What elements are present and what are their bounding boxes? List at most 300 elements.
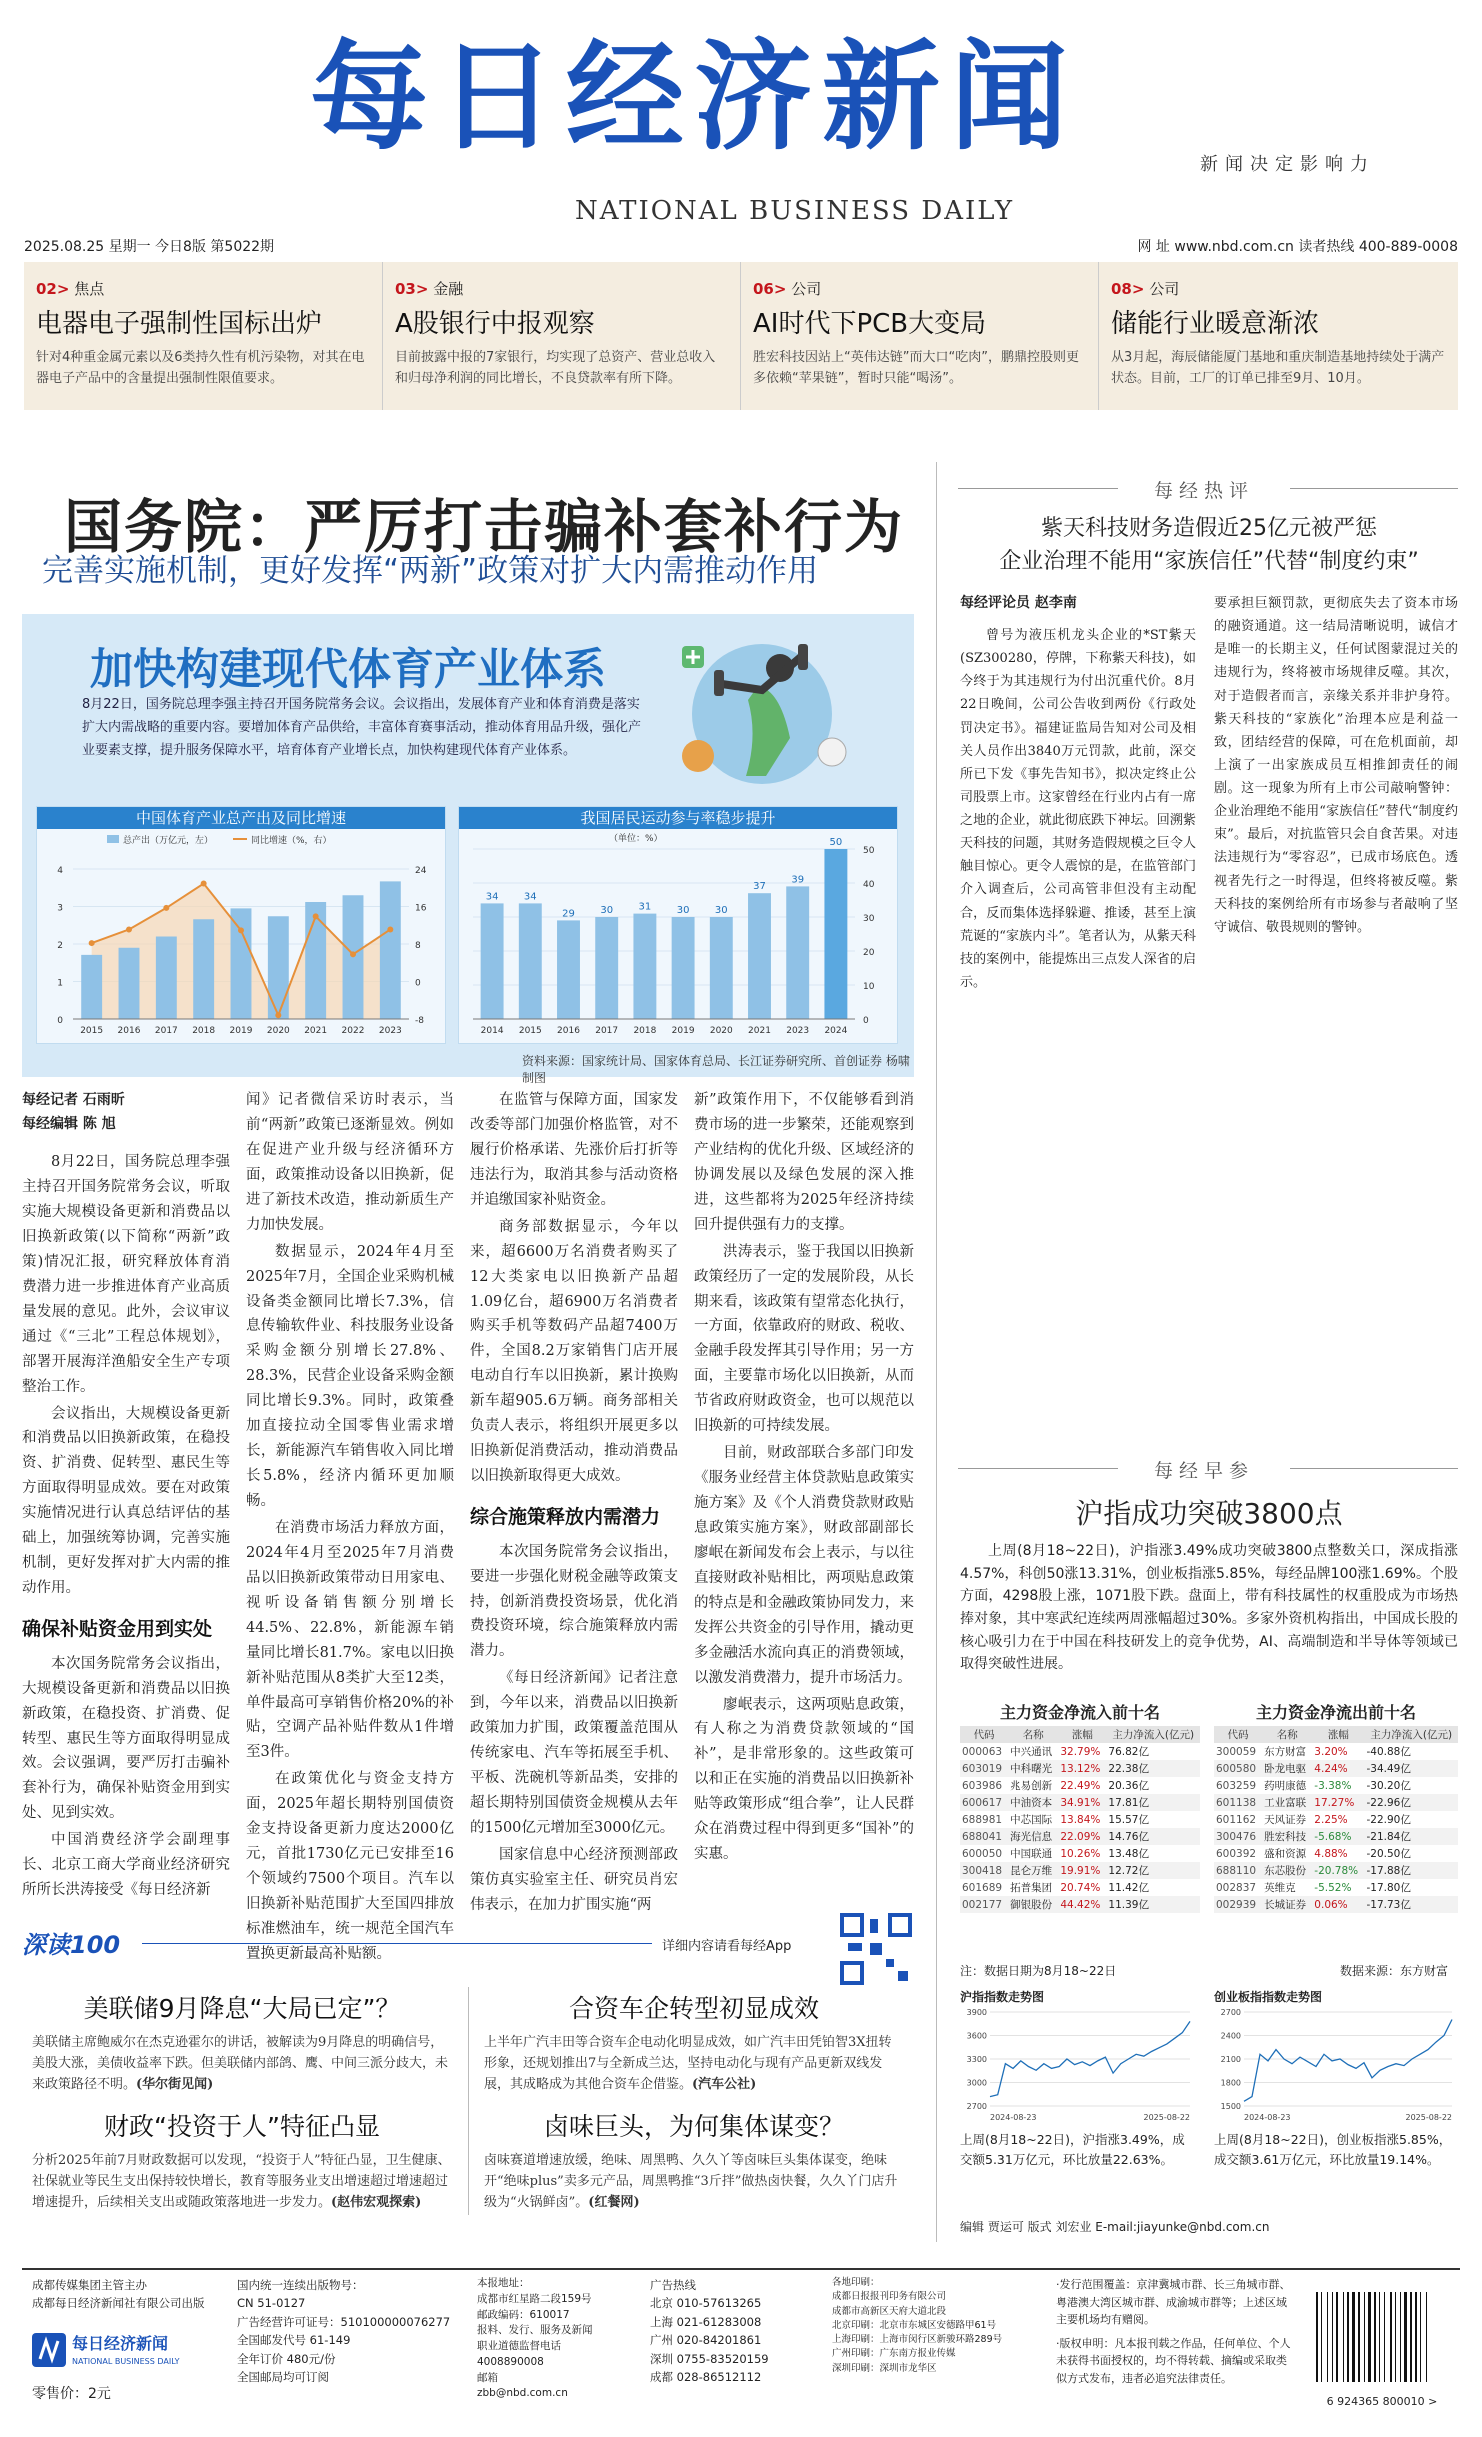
- output-bar: [231, 908, 252, 1019]
- bar-label: 30: [676, 905, 690, 916]
- deep-read-source: (红餐网): [588, 2194, 640, 2210]
- deep-read-title: 合资车企转型初显成效: [568, 1994, 819, 2023]
- table-cell: 工业富联: [1262, 1794, 1312, 1811]
- table-row: [960, 1879, 1200, 1896]
- growth-point: [350, 951, 356, 957]
- y-tick: 1500: [1220, 2102, 1241, 2111]
- chart-unit: （单位：%）: [609, 834, 663, 844]
- chart2-svg: [459, 829, 899, 1045]
- footer-logo: [32, 2331, 222, 2369]
- footer-line: 成都日报报刊印务有限公司: [832, 2291, 947, 2303]
- bar-label: 30: [600, 905, 614, 916]
- footer-logo-text: 每日经济新闻: [72, 2333, 169, 2353]
- table-cell: -20.78%: [1312, 1862, 1364, 1879]
- chart2-title: 我国居民运动参与率稳步提升: [459, 807, 897, 829]
- table-row: [1214, 1896, 1458, 1913]
- participation-bar: [710, 917, 733, 1019]
- lead-column-3: [470, 1088, 678, 1920]
- barcode-bar: [1395, 2292, 1396, 2382]
- table-cell: 002939: [1214, 1896, 1262, 1913]
- y-tick: 1800: [1220, 2078, 1241, 2088]
- teaser-item[interactable]: [1098, 262, 1458, 410]
- table-cell: -3.38%: [1314, 1779, 1352, 1792]
- footer-line: 广告经营许可证号：510100000076277: [237, 2314, 451, 2329]
- y-tick-right: 16: [415, 903, 427, 914]
- table-note: 注：数据日期为8月18~22日: [960, 1964, 1117, 1978]
- footer-org1: 成都传媒集团主管主办: [32, 2278, 147, 2292]
- contact-info: 网 址 www.nbd.com.cn 读者热线 400-889-0008: [1137, 239, 1458, 255]
- comment-column-1: [960, 624, 1196, 996]
- y-tick: 2100: [1220, 2055, 1241, 2064]
- comment-column-2: [1214, 592, 1458, 941]
- x-tick: 2022: [341, 1026, 365, 1036]
- page-editor: 编辑 贾运可 版式 刘宏业 E-mail:jiayunke@nbd.com.cn: [960, 2220, 1270, 2234]
- col-header: 代码: [1214, 1726, 1262, 1743]
- output-bar: [119, 948, 140, 1019]
- paragraph: 本次国务院常务会议指出，大规模设备更新和消费品以旧换新政策，在稳投资、扩消费、促转型、惠民生等方面取得明显成效。会议强调，要严厉打击骗补套补行为，确保补贴资金用到实处、见到实效。: [22, 1655, 230, 1822]
- table-cell: 11.42亿: [1108, 1882, 1149, 1894]
- y-tick: 2700: [1220, 2008, 1241, 2017]
- barcode-bar: [1352, 2292, 1355, 2382]
- deep-read-desc: 美联储主席鲍威尔在杰克逊霍尔的讲话，被解读为9月降息的明确信号，美股大涨，美债收益率下跌。但美联储内部鸽、鹰、中间三派分歧大，未来政策路径不明。: [32, 2035, 449, 2092]
- paragraph: 目前，财政部联合多部门印发《服务业经营主体贷款贴息政策实施方案》及《个人消费贷款财政贴息政策实施方案》，财政部副部长廖岷在新闻发布会上表示，与以往直接财政补贴相比，两项贴息政策的特点是和金融政策协同发力，来发挥公共资金的引导作用，撬动更多金融活水流向真正的消费领域，以激发消费潜力，提升市场活力。: [694, 1445, 914, 1686]
- table-cell: 13.84%: [1060, 1813, 1101, 1826]
- y-tick: 3600: [966, 2031, 987, 2041]
- table-cell: 13.12%: [1058, 1760, 1106, 1777]
- growth-point: [201, 881, 207, 887]
- x-tick: 2024-08-23: [1244, 2113, 1291, 2122]
- x-tick: 2020: [709, 1026, 733, 1036]
- x-tick: 2016: [117, 1026, 141, 1036]
- lead-column-2: [246, 1088, 454, 1969]
- table-cell: -5.52%: [1314, 1881, 1352, 1894]
- footer-line: 成都市高新区天府大道北段: [832, 2305, 947, 2317]
- col-header: 名称: [1262, 1726, 1312, 1743]
- legend-label: 总产出（万亿元，左）: [123, 836, 214, 846]
- table-cell: 600580: [1214, 1760, 1262, 1777]
- table-cell: 兆易创新: [1010, 1780, 1053, 1792]
- comment-author: 每经评论员 赵李南: [960, 595, 1077, 611]
- paragraph: 新”政策作用下，不仅能够看到消费市场的进一步繁荣，还能观察到产业结构的优化升级、区域经济的协调发展以及绿色发展的深入推进，这些都将为2025年经济持续回升提供强有力的支撑。: [694, 1092, 914, 1233]
- footer-line: 4008890008: [477, 2355, 544, 2368]
- deep-read-logo: 深读100: [22, 1931, 121, 1959]
- col-header: 名称: [1008, 1726, 1058, 1743]
- table-cell: 44.42%: [1058, 1896, 1106, 1913]
- barcode-number: 6 924365 800010 >: [1326, 2395, 1438, 2409]
- y-tick: 2400: [1220, 2031, 1241, 2041]
- outflow-table: [1214, 1726, 1458, 1913]
- y-tick-left: 2: [57, 941, 63, 951]
- x-tick: 2018: [633, 1026, 657, 1036]
- deep-read-desc: 分析2025年前7月财政数据可以发现，“投资于人”特征凸显，卫生健康、社保就业等民生支出保持较快增长，教育等服务业支出增速超过增速超过增速提升，后续相关支出或随政策落地进一步发力。: [32, 2153, 451, 2210]
- lead-headline: 国务院：严厉打击骗补套补行为: [64, 493, 905, 561]
- growth-point: [275, 1012, 281, 1018]
- market-headline: 沪指成功突破3800点: [1075, 1497, 1343, 1530]
- teaser-desc: 目前披露中报的7家银行，均实现了总资产、营业总收入和归母净利润的同比增长，不良贷款率有所下降。: [395, 350, 716, 386]
- bar-label: 29: [562, 908, 575, 920]
- participation-bar: [519, 903, 542, 1019]
- footer-notes: [1056, 2276, 1296, 2388]
- barcode-bar: [1364, 2292, 1365, 2382]
- bar-label: 30: [714, 905, 728, 916]
- growth-point: [387, 926, 393, 932]
- table-cell: 14.76亿: [1106, 1828, 1200, 1845]
- barcode-bar: [1321, 2292, 1322, 2382]
- footer-hotlines: [650, 2276, 820, 2386]
- table-row: [1214, 1879, 1458, 1896]
- teaser-page: 06>: [753, 280, 787, 298]
- byline-editor: 每经编辑 陈 旭: [22, 1116, 116, 1133]
- paragraph: 在监管与保障方面，国家发改委等部门加强价格监管，对不履行价格承诺、先涨价后打折等违法行为，取消其参与活动资格并追缴国家补贴资金。: [470, 1092, 678, 1208]
- teaser-desc: 从3月起，海辰储能厦门基地和重庆制造基地持续处于满产状态。目前，工厂的订单已排至9月、10月。: [1111, 350, 1445, 386]
- y-tick-right: 8: [415, 941, 421, 951]
- output-bar: [268, 916, 289, 1019]
- participation-bar: [595, 917, 618, 1019]
- footer-line: 全国邮局均可订阅: [237, 2369, 329, 2384]
- table-cell: 19.91%: [1058, 1862, 1106, 1879]
- participation-bar: [786, 886, 809, 1019]
- growth-point: [126, 926, 132, 932]
- x-tick: 2025-08-22: [1143, 2113, 1190, 2122]
- footer-line: 上海 021-61283008: [650, 2314, 762, 2329]
- footer-line: 各地印刷：: [832, 2277, 880, 2288]
- barcode-bar: [1316, 2292, 1318, 2382]
- cyb-chart-title: 创业板指指数走势图: [1214, 1990, 1323, 2004]
- x-tick: 2025-08-22: [1405, 2113, 1452, 2122]
- bar-label: 31: [638, 901, 652, 913]
- sports-output-chart: [36, 806, 446, 1044]
- footer-line: 成都市红星路二段159号: [477, 2292, 592, 2305]
- table-cell: -21.84亿: [1364, 1828, 1458, 1845]
- teaser-bar: [24, 262, 1458, 410]
- table-cell: 22.09%: [1058, 1828, 1106, 1845]
- y-tick-right: 0: [415, 978, 421, 989]
- footer-line: 全年订价 480元/份: [237, 2351, 336, 2366]
- growth-point: [163, 905, 169, 911]
- table-cell: 20.74%: [1060, 1881, 1101, 1894]
- participation-bar: [633, 914, 656, 1019]
- footer-line: 全国邮发代号 61-149: [237, 2333, 351, 2348]
- table-row: [1214, 1760, 1458, 1777]
- footer-note: ·版权申明：凡本报刊载之作品，任何单位、个人未获得书面授权的，均不得转载、摘编或采取类似方式发布，违者必追究法律责任。: [1056, 2336, 1291, 2385]
- x-tick: 2018: [192, 1026, 216, 1036]
- table-cell: 11.39亿: [1106, 1896, 1200, 1913]
- y-tick-left: 1: [57, 978, 63, 989]
- paragraph: 廖岷表示，这两项贴息政策，有人称之为消费贷款领域的“国补”，是非常形象的。这些政策可以和正在实施的消费品以旧换新补贴等政策形成“组合拳”，让人民群众在消费过程中得到更多“国补”的实惠。: [694, 1696, 914, 1863]
- x-tick: 2021: [748, 1026, 771, 1036]
- masthead-slogan: 新闻决定影响力: [1200, 154, 1375, 175]
- footer-line: 职业道德监督电话: [477, 2340, 561, 2352]
- deep-read-item[interactable]: [32, 1989, 452, 2095]
- comment-kicker: 每经热评: [1153, 480, 1254, 502]
- sports-infographic: [22, 614, 914, 1085]
- table-row: [960, 1862, 1200, 1879]
- footer-line: 北京 010-57613265: [650, 2296, 762, 2311]
- table-cell: 600050: [962, 1847, 1003, 1860]
- participation-bar: [481, 903, 504, 1019]
- table-row: [960, 1760, 1200, 1777]
- y-tick: 50: [863, 846, 875, 856]
- y-tick-right: 24: [415, 866, 427, 876]
- teaser-section: 焦点: [74, 280, 105, 298]
- table-cell: 东方财富: [1264, 1746, 1307, 1758]
- table-cell: -5.68%: [1312, 1828, 1364, 1845]
- barcode-bar: [1379, 2292, 1380, 2382]
- outflow-title: 主力资金净流出前十名: [1255, 1703, 1416, 1722]
- table-cell: -30.20亿: [1366, 1780, 1411, 1792]
- deep-read-item[interactable]: [484, 1989, 904, 2095]
- table-cell: 17.81亿: [1106, 1794, 1200, 1811]
- table-cell: 34.91%: [1058, 1794, 1106, 1811]
- table-cell: 22.38亿: [1106, 1760, 1200, 1777]
- y-tick: 30: [863, 914, 875, 924]
- y-tick-left: 3: [57, 903, 63, 914]
- table-cell: 688110: [1214, 1862, 1262, 1879]
- teaser-item[interactable]: [24, 262, 382, 410]
- barcode-bar: [1415, 2292, 1417, 2382]
- table-cell: 拓普集团: [1010, 1882, 1053, 1894]
- deep-read-desc: 卤味赛道增速放缓，绝味、周黑鸭、久久丫等卤味巨头集体谋变，绝味开“绝味plus”卖多元产品，周黑鸭推“3斤拌”做热卤快餐，久久丫门店升级为“火锅鲜卤”。: [484, 2153, 898, 2210]
- table-cell: 中芯国际: [1010, 1814, 1053, 1826]
- paragraph: 本次国务院常务会议指出，要进一步强化财税金融等政策支持，创新消费投资场景，优化消费投资环境，综合施策释放内需潜力。: [470, 1543, 678, 1660]
- table-cell: 688981: [962, 1813, 1003, 1826]
- table-cell: -17.80亿: [1366, 1882, 1411, 1894]
- barcode-bar: [1332, 2292, 1333, 2382]
- footer-line: 邮箱: [477, 2371, 498, 2384]
- table-cell: 17.27%: [1312, 1794, 1364, 1811]
- deep-read-item[interactable]: [484, 2107, 904, 2213]
- footer-line: 国内统一连续出版物号：: [237, 2278, 364, 2292]
- participation-bar: [672, 917, 695, 1019]
- x-tick: 2023: [378, 1026, 402, 1036]
- chart1-title: 中国体育产业总产出及同比增速: [37, 807, 445, 829]
- output-bar: [193, 919, 214, 1019]
- barcode-bar: [1390, 2292, 1392, 2382]
- table-cell: 002837: [1216, 1881, 1257, 1894]
- teaser-item[interactable]: [740, 262, 1098, 410]
- deep-read-section: [22, 1925, 914, 2225]
- inflow-title: 主力资金净流入前十名: [999, 1703, 1160, 1722]
- lead-column-1: [22, 1088, 230, 1905]
- participation-chart: [458, 806, 898, 1044]
- x-tick: 2015: [80, 1026, 104, 1036]
- lead-subheadline: 完善实施机制，更好发挥“两新”政策对扩大内需推动作用: [42, 553, 819, 589]
- sh-chart-title: 沪指指数走势图: [960, 1990, 1045, 2004]
- table-row: [1214, 1828, 1458, 1845]
- table-row: [1214, 1811, 1458, 1828]
- footer-line: 本报地址：: [477, 2277, 530, 2289]
- paragraph: 洪涛表示，鉴于我国以旧换新政策经历了一定的发展阶段，从长期来看，该政策有望常态化执行，一方面，依靠政府的财政、税收、金融手段发挥其引导作用；另一方面，主要靠市场化以旧换新，从而节省政府财政资金，也可以规范以旧换新的可持续发展。: [694, 1243, 914, 1435]
- teaser-item[interactable]: [382, 262, 740, 410]
- table-cell: 000063: [962, 1745, 1003, 1758]
- footer-line: 深圳 0755-83520159: [650, 2351, 769, 2366]
- participation-bar: [557, 920, 580, 1019]
- table-cell: 600617: [960, 1794, 1008, 1811]
- barcode-bar: [1368, 2292, 1371, 2382]
- y-tick: 20: [863, 948, 875, 958]
- teaser-page: 02>: [36, 280, 70, 298]
- athlete-illustration: [662, 626, 862, 802]
- table-row: [1214, 1777, 1458, 1794]
- teaser-title: AI时代下PCB大变局: [753, 309, 987, 339]
- footer-logo-en: NATIONAL BUSINESS DAILY: [72, 2357, 180, 2367]
- paragraph: 在政策优化与资金支持方面，2025年超长期特别国债资金支持设备更新力度达2000亿元，首批1730亿元已安排至16个领域约7500个项目。汽车以旧换新补贴范围扩大至国四排放标准燃油车，统一规范全国汽车置换更新最高补贴额。: [246, 1771, 454, 1962]
- table-cell: -22.90亿: [1366, 1814, 1411, 1826]
- table-cell: -17.88亿: [1364, 1862, 1458, 1879]
- x-tick: 2020: [266, 1026, 290, 1036]
- barcode-bar: [1400, 2292, 1401, 2382]
- x-tick: 2014: [480, 1026, 504, 1036]
- x-tick: 2016: [557, 1026, 580, 1036]
- y-tick-left: 0: [57, 1016, 63, 1026]
- table-cell: 002177: [960, 1896, 1008, 1913]
- y-tick-right: -8: [415, 1016, 424, 1026]
- table-row: [1214, 1743, 1458, 1760]
- table-cell: 10.26%: [1060, 1847, 1101, 1860]
- footer-note: ·发行范围覆盖：京津冀城市群、长三角城市群、粤港澳大湾区城市群、成渝城市群等；上述区域主要机场均有赠阅。: [1056, 2278, 1291, 2327]
- table-cell: 300418: [960, 1862, 1008, 1879]
- table-cell: 卧龙电驱: [1262, 1760, 1312, 1777]
- table-cell: 4.88%: [1314, 1847, 1348, 1860]
- x-tick: 2021: [304, 1026, 328, 1036]
- footer-line: 上海印刷：上海市闵行区新骏环路289号: [832, 2334, 1003, 2345]
- footer-line: 北京印刷：北京市东城区安德路甲61号: [832, 2319, 997, 2331]
- table-cell: 32.79%: [1060, 1745, 1101, 1758]
- x-tick: 2017: [595, 1026, 619, 1036]
- deep-read-source: (赵伟宏观探索): [331, 2194, 422, 2210]
- table-cell: 688041: [960, 1828, 1008, 1845]
- y-tick: 3000: [966, 2078, 987, 2088]
- bar-label: 34: [485, 891, 499, 903]
- footer-hotline-title: 广告热线: [650, 2278, 696, 2292]
- col-header: 涨幅: [1312, 1726, 1364, 1743]
- qr-code-icon[interactable]: [840, 1913, 912, 1985]
- footer-line: 报料、发行、服务及新闻: [477, 2324, 593, 2337]
- barcode-bar: [1327, 2292, 1328, 2382]
- paragraph: 数据显示，2024年4月至2025年7月，全国企业采购机械设备类金额同比增长7.3%，信息传输软件业、科技服务业设备采购金额分别增长27.8%、28.3%，民营企业设备采购金额同比增长9.3%。同时，政策叠加直接拉动全国零售业需求增长，新能源汽车销售收入同比增长5.8%，经济内循环更加顺畅。: [246, 1243, 454, 1509]
- participation-bar: [824, 849, 847, 1019]
- nbd-logo-icon: [32, 2333, 66, 2367]
- app-hint: 详细内容请看每经App: [662, 1939, 792, 1954]
- y-tick: 2700: [966, 2102, 987, 2111]
- x-tick: 2019: [671, 1026, 695, 1036]
- x-tick: 2015: [518, 1026, 542, 1036]
- comment-headline: [960, 512, 1458, 578]
- table-row: [1214, 1862, 1458, 1879]
- table-cell: 4.24%: [1312, 1760, 1364, 1777]
- teaser-page: 03>: [395, 280, 429, 298]
- table-cell: 0.06%: [1312, 1896, 1364, 1913]
- lead-column-4: [694, 1088, 914, 1869]
- bar-label: 50: [829, 837, 843, 848]
- byline-reporter: 每经记者 石雨昕: [22, 1092, 125, 1108]
- teaser-page: 08>: [1111, 280, 1145, 298]
- table-cell: 东芯股份: [1262, 1862, 1312, 1879]
- issue-info: 2025.08.25 星期一 今日8版 第5022期: [24, 239, 275, 255]
- y-tick-left: 4: [57, 866, 63, 876]
- infographic-title: 加快构建现代体育产业体系: [90, 645, 606, 695]
- table-cell: 中国联通: [1010, 1848, 1053, 1860]
- col-header: 涨幅: [1058, 1726, 1106, 1743]
- paragraph: 会议指出，大规模设备更新和消费品以旧换新政策，在稳投资、扩消费、促转型、惠民生等方面取得明显成效。要在对政策实施情况进行认真总结评估的基础上，加强统筹协调，完善实施机制，更好发挥对扩大内需的推动作用。: [22, 1405, 230, 1597]
- comment-title-1: 紫天科技财务造假近25亿元被严惩: [1041, 516, 1377, 541]
- table-cell: 300059: [1216, 1745, 1257, 1758]
- table-row: [960, 1828, 1200, 1845]
- market-kicker: 每经早参: [1153, 1460, 1254, 1482]
- footer-org: [32, 2276, 222, 2406]
- table-cell: 13.48亿: [1108, 1848, 1149, 1860]
- deep-read-item[interactable]: [32, 2107, 452, 2213]
- table-row: [960, 1794, 1200, 1811]
- teaser-desc: 针对4种重金属元素以及6类持久性有机污染物，对其在电器电子产品中的含量提出强制性限值要求。: [36, 350, 365, 386]
- table-cell: 601689: [962, 1881, 1003, 1894]
- table-cell: 601162: [1216, 1813, 1257, 1826]
- y-tick: 3900: [966, 2008, 987, 2017]
- footer-line: 广州印刷：广东南方报业传媒: [832, 2348, 956, 2360]
- teaser-title: 电器电子强制性国标出炉: [36, 309, 323, 339]
- col-header: 代码: [960, 1726, 1008, 1743]
- barcode-bar: [1404, 2292, 1407, 2382]
- paragraph: 商务部数据显示，今年以来，超6600万名消费者购买了12大类家电以旧换新产品超1.09亿台，超6900万名消费者购买手机等数码产品超7400万件，全国8.2万家销售门店开展电动自行车以旧换新，累计换购新车超905.6万辆。商务部相关负责人表示，将组织开展更多以旧换新促消费活动，推动消费品以旧换新取得更大成效。: [470, 1218, 678, 1485]
- output-bar: [156, 937, 177, 1020]
- table-cell: -20.50亿: [1366, 1848, 1411, 1860]
- teaser-section: 金融: [433, 280, 464, 298]
- footer-line: 广州 020-84201861: [650, 2333, 762, 2348]
- table-cell: 英维克: [1264, 1882, 1296, 1894]
- teaser-title: A股银行中报观察: [395, 309, 595, 339]
- table-row: [960, 1896, 1200, 1913]
- bar-label: 37: [753, 881, 766, 893]
- cyb-index-chart: [1214, 2006, 1458, 2126]
- table-cell: 海光信息: [1008, 1828, 1058, 1845]
- y-tick: 10: [863, 982, 875, 992]
- table-cell: -17.73亿: [1364, 1896, 1458, 1913]
- chart1-svg: [37, 829, 447, 1045]
- table-source: 数据来源：东方财富: [1340, 1964, 1449, 1978]
- paragraph: 国家信息中心经济预测部政策仿真实验室主任、研究员肖宏伟表示，在加力扩围实施“两: [470, 1846, 678, 1913]
- teaser-desc: 胜宏科技因站上“英伟达链”而大口“吃肉”，鹏鼎控股则更多依赖“苹果链”，暂时只能“喝汤”。: [753, 350, 1079, 386]
- table-cell: 天风证券: [1264, 1814, 1307, 1826]
- table-cell: 12.72亿: [1106, 1862, 1200, 1879]
- masthead-title: 每日经济新闻: [310, 28, 1079, 166]
- table-cell: -34.49亿: [1364, 1760, 1458, 1777]
- section-heading: 综合施策释放内需潜力: [470, 1506, 661, 1528]
- bar-label: 39: [791, 874, 805, 886]
- table-cell: 22.49%: [1060, 1779, 1101, 1792]
- footer-price: 零售价：2元: [32, 2386, 111, 2403]
- table-cell: 昆仑万维: [1008, 1862, 1058, 1879]
- table-cell: 603019: [960, 1760, 1008, 1777]
- barcode-bar: [1347, 2292, 1349, 2382]
- footer-line: 深圳印刷：深圳市龙华区: [832, 2362, 937, 2374]
- infographic-source: 资料来源：国家统计局、国家体育总局、长江证券研究所、首创证券 杨啸制图: [522, 1054, 910, 1085]
- index-line: [1244, 2020, 1452, 2102]
- table-cell: 中兴通讯: [1010, 1746, 1053, 1758]
- paragraph: 曾号为液压机龙头企业的*ST紫天(SZ300280，停牌，下称紫天科技)，如今终于为其违规行为付出沉重代价。8月22日晚间，公司公告收到两份《行政处罚决定书》。福建证监局告知对公司及相关人员作出3840万元罚款，此前，深交所已下发《事先告知书》，拟决定终止公司股票上市。这家曾经在行业内占有一席之地的企业，就此彻底跌下神坛。回溯紫天科技的问题，其财务造假规模之巨令人触目惊心。更令人震惊的是，在监管部门介入调查后，公司高管非但没有主动配合，反而集体选择躲避、推诿，甚至上演荒诞的“家族内斗”。笔者认为，从紫天科技的案例中，能提炼出三点发人深省的启示。: [960, 628, 1196, 990]
- x-tick: 2017: [154, 1026, 178, 1036]
- paragraph: 《每日经济新闻》记者注意到，今年以来，消费品以旧换新政策加力扩围，政策覆盖范围从传统家电、汽车等拓展至手机、平板、洗碗机等新品类，安排的超长期特别国债资金规模从去年的1500亿元增加至3000亿元。: [470, 1670, 678, 1836]
- output-bar: [81, 955, 102, 1019]
- deep-read-title: 美联储9月降息“大局已定”？: [83, 1994, 401, 2023]
- paragraph: 在消费市场活力释放方面，2024年4月至2025年7月消费品以旧换新政策带动日用家电、视听设备销售额分别增长44.5%、22.8%，新能源车销量同比增长81.7%。家电以旧换新补贴范围从8类扩大至12类，单件最高可享销售价格20%的补贴，空调产品补贴件数从1件增至3件。: [246, 1519, 454, 1761]
- barcode-bar: [1336, 2292, 1338, 2382]
- paragraph: 中国消费经济学会副理事长、北京工商大学商业经济研究所所长洪涛接受《每日经济新: [22, 1832, 230, 1899]
- footer: [22, 2268, 1460, 2428]
- teaser-section: 公司: [791, 280, 822, 298]
- table-cell: 603986: [962, 1779, 1003, 1792]
- table-cell: 300476: [1214, 1828, 1262, 1845]
- table-cell: 长城证券: [1262, 1896, 1312, 1913]
